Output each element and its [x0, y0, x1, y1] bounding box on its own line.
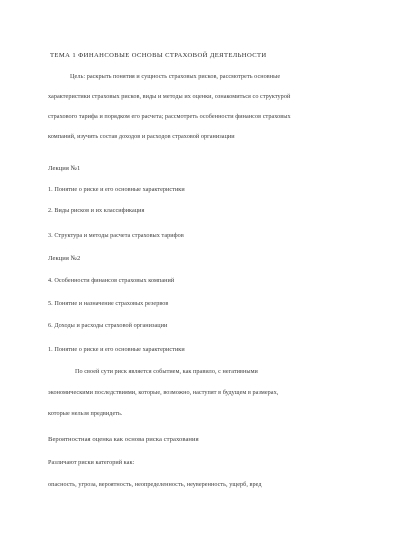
lecture-label: Лекция №1: [48, 165, 81, 172]
text-line: Различают риски категорий как:: [48, 459, 135, 466]
list-item: 6. Доходы и расходы страховой организации: [48, 322, 168, 329]
text-line: опасность, угроза, вероятность, неопределенность, неуверенность, ущерб, вред: [48, 481, 262, 488]
subheading: Вероятностная оценка как основа риска страхования: [48, 436, 199, 443]
paragraph-line: экономическими последствиями, которые, возможно, наступят в будущем в размерах,: [48, 389, 279, 396]
list-item: 3. Структура и методы расчета страховых тарифов: [48, 232, 184, 239]
paragraph-line: характеристики страховых рисков, виды и методы их оценки, ознакомиться со структурой: [48, 93, 291, 100]
paragraph-line: По своей сути риск является событием, как правило, с негативными: [75, 368, 258, 375]
paragraph-line: компаний, изучить состав доходов и расходов страховой организации: [48, 133, 235, 140]
paragraph-line: которые нельзя предвидеть.: [48, 410, 123, 417]
paragraph-line: страхового тарифа и порядком его расчета; рассмотреть особенности финансов страховых: [48, 113, 291, 120]
section-heading: 1. Понятие о риске и его основные характеристики: [48, 346, 185, 353]
list-item: 1. Понятие о риске и его основные характеристики: [48, 186, 185, 193]
list-item: 5. Понятие и назначение страховых резервов: [48, 300, 169, 307]
list-item: 2. Виды рисков и их классификация: [48, 207, 145, 214]
list-item: 4. Особенности финансов страховых компаний: [48, 277, 175, 284]
paragraph-line: Цель: раскрыть понятия и сущность страховых рисков, рассмотреть основные: [70, 73, 281, 80]
document-title: ТЕМА 1 ФИНАНСОВЫЕ ОСНОВЫ СТРАХОВОЙ ДЕЯТЕЛЬНОСТИ: [50, 52, 267, 59]
lecture-label: Лекция №2: [48, 255, 81, 262]
